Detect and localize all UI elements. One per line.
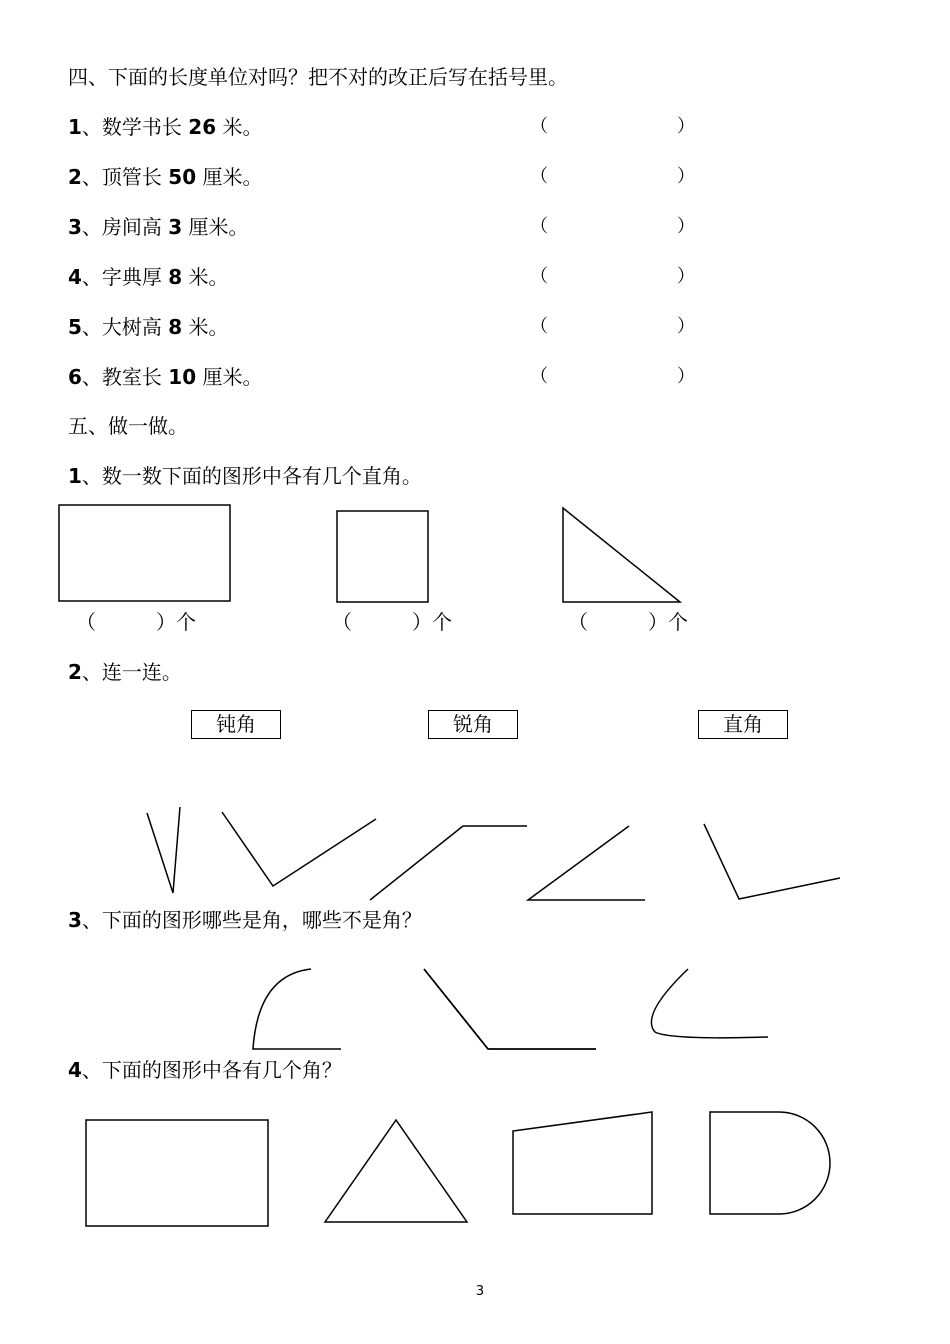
q1-rectangle — [59, 505, 230, 601]
section5-heading: 五、做一做。 — [68, 414, 188, 438]
item-unit: 厘米。 — [182, 215, 249, 239]
answer-paren-close[interactable]: ） — [677, 216, 695, 237]
item-unit: 米。 — [182, 265, 229, 289]
section4-heading: 四、下面的长度单位对吗？把不对的改正后写在括号里。 — [68, 65, 568, 89]
question-4 — [68, 1057, 342, 1083]
q3-curved-figure — [253, 969, 341, 1049]
item-number: 5 — [68, 315, 82, 339]
question-2-number: 2 — [68, 660, 82, 684]
q1-count-rectangle[interactable]: （ ）个 — [76, 610, 196, 634]
item-value: 8 — [168, 315, 183, 339]
q4-d-shape — [710, 1112, 830, 1214]
q1-square — [337, 511, 428, 602]
page-number: 3 — [475, 1284, 485, 1299]
q2-angle-4 — [528, 826, 645, 900]
item-unit: 厘米。 — [196, 165, 263, 189]
q2-angle-2 — [222, 812, 376, 886]
question-3-text: 、下面的图形哪些是角，哪些不是角？ — [81, 908, 422, 932]
question-2-text: 、连一连。 — [81, 660, 182, 684]
item-value: 10 — [168, 365, 197, 389]
answer-paren-close[interactable]: ） — [677, 166, 695, 187]
item-value: 8 — [168, 265, 183, 289]
item-number: 1 — [68, 115, 82, 139]
q2-angle-3 — [370, 826, 527, 900]
q4-triangle — [325, 1120, 467, 1222]
label-obtuse-angle[interactable]: 钝角 — [191, 710, 281, 739]
answer-paren-open[interactable]: （ — [530, 266, 548, 287]
answer-paren-open[interactable]: （ — [530, 216, 548, 237]
item-value: 26 — [188, 115, 217, 139]
question-1-text: 、数一数下面的图形中各有几个直角。 — [81, 464, 422, 488]
answer-paren-open[interactable]: （ — [530, 116, 548, 137]
item-unit: 厘米。 — [196, 365, 263, 389]
item-value: 50 — [168, 165, 197, 189]
answer-paren-open[interactable]: （ — [530, 366, 548, 387]
item-number: 2 — [68, 165, 82, 189]
item-text: 、数学书长 — [81, 115, 189, 139]
answer-paren-close[interactable]: ） — [677, 116, 695, 137]
item-text: 、大树高 — [81, 315, 169, 339]
answer-paren-open[interactable]: （ — [530, 166, 548, 187]
item-unit: 米。 — [182, 315, 229, 339]
answer-paren-close[interactable]: ） — [677, 316, 695, 337]
question-4-text: 、下面的图形中各有几个角？ — [81, 1058, 342, 1082]
item-text: 、教室长 — [81, 365, 169, 389]
question-2 — [68, 659, 182, 685]
item-text: 、顶管长 — [81, 165, 169, 189]
q4-quadrilateral — [513, 1112, 652, 1214]
q1-count-triangle[interactable]: （ ）个 — [568, 610, 688, 634]
answer-paren-close[interactable]: ） — [677, 266, 695, 287]
label-acute-angle[interactable]: 锐角 — [428, 710, 518, 739]
q2-angle-5 — [704, 824, 840, 899]
q1-count-square[interactable]: （ ）个 — [332, 610, 452, 634]
item-number: 4 — [68, 265, 82, 289]
answer-paren-close[interactable]: ） — [677, 366, 695, 387]
q3-angle-figure — [424, 969, 596, 1049]
item-unit: 米。 — [216, 115, 263, 139]
item-number: 6 — [68, 365, 82, 389]
q4-rectangle — [86, 1120, 268, 1226]
question-1-number: 1 — [68, 464, 82, 488]
q2-angle-1 — [147, 807, 180, 893]
item-number: 3 — [68, 215, 82, 239]
answer-paren-open[interactable]: （ — [530, 316, 548, 337]
item-text: 、字典厚 — [81, 265, 169, 289]
item-text: 、房间高 — [81, 215, 169, 239]
q1-right-triangle — [563, 508, 680, 602]
q3-curve-figure — [651, 969, 768, 1038]
question-3 — [68, 907, 422, 933]
item-value: 3 — [168, 215, 183, 239]
label-right-angle[interactable]: 直角 — [698, 710, 788, 739]
question-3-number: 3 — [68, 908, 82, 932]
question-4-number: 4 — [68, 1058, 82, 1082]
